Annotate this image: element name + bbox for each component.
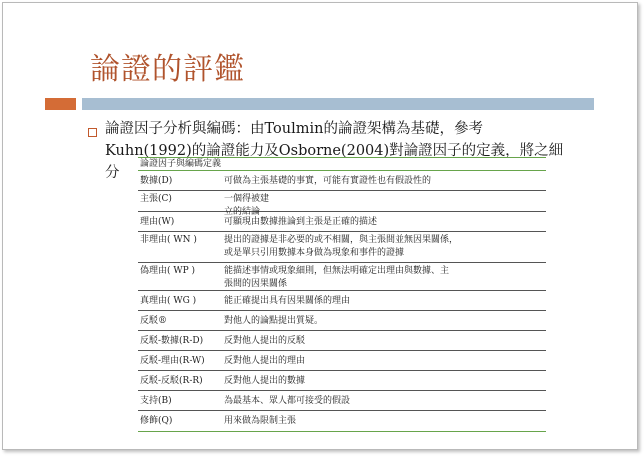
factor-definition <box>224 291 546 310</box>
table-row <box>138 291 546 311</box>
table-row <box>138 371 546 391</box>
definition-line: 提出的證據是非必要的或不相關，與主張間並無因果關係， <box>224 235 459 245</box>
accent-bar-blue <box>82 98 594 110</box>
factor-term: 數據(D) <box>140 176 173 186</box>
factor-term: 主張(C) <box>140 194 172 204</box>
definition-line: 立的結論 <box>224 207 261 217</box>
table-row <box>138 232 546 263</box>
table-row <box>138 411 546 431</box>
factor-term: 非理由( WN ) <box>140 235 197 245</box>
factor-definition <box>224 391 546 410</box>
slide-title: 論證的評鑑 <box>90 52 245 87</box>
definition-line: 對他人的論點提出質疑。 <box>224 316 324 326</box>
factor-definition <box>224 311 546 330</box>
factor-definition <box>224 351 546 370</box>
table-row <box>138 351 546 371</box>
definition-line: 張間的因果關係 <box>224 279 288 289</box>
factor-definition <box>224 371 546 390</box>
table-body <box>138 171 546 431</box>
definition-line: 反對他人提出的理由 <box>224 356 306 366</box>
accent-bar-orange <box>45 98 76 110</box>
table-row <box>138 391 546 411</box>
factor-term: 偽理由( WP ) <box>140 266 196 276</box>
factor-definition <box>224 171 546 190</box>
factor-definition <box>224 193 546 217</box>
factor-definition <box>224 234 546 262</box>
definition-line: 用來做為限制主張 <box>224 416 297 426</box>
table-row <box>138 331 546 351</box>
bullet-square-icon <box>88 128 97 137</box>
table-row <box>138 263 546 291</box>
definition-line: 反對他人提出的數據 <box>224 376 306 386</box>
factor-definition <box>224 331 546 350</box>
factor-table <box>138 157 546 432</box>
paragraph-line: Kuhn(1992)的論證能力及Osborne(2004)對論證因子的定義，將之細 <box>105 143 564 159</box>
factor-definition <box>224 212 546 231</box>
factor-term: 反駁-數據(R-D) <box>140 336 204 346</box>
definition-line: 反對他人提出的反駁 <box>224 336 306 346</box>
definition-line: 能描述事情或現象細則，但無法明確定出理由與數據、主 <box>224 266 450 276</box>
factor-term: 反駁-反駁(R-R) <box>140 376 203 386</box>
definition-line: 能正確提出具有因果關係的理由 <box>224 296 351 306</box>
paragraph-line: 論證因子分析與編碼：由Toulmin的論證架構為基礎，參考 <box>105 121 483 137</box>
factor-term: 反駁® <box>140 316 168 326</box>
factor-term: 真理由( WG ) <box>140 296 197 306</box>
paragraph-line: 分 <box>105 165 120 181</box>
factor-term: 支持(B) <box>140 396 172 406</box>
table-bottom-rule <box>138 431 546 432</box>
definition-line: 可做為主張基礎的事實，可能有實證性也有假設性的 <box>224 176 432 186</box>
table-row <box>138 171 546 191</box>
definition-line: 可顯現由數據推論到主張是正確的描述 <box>224 217 378 227</box>
table-row <box>138 191 546 217</box>
factor-definition <box>224 411 546 431</box>
table-caption: 論證因子與編碼定義 <box>138 158 546 171</box>
factor-term: 修飾(Q) <box>140 416 173 426</box>
factor-term: 反駁-理由(R-W) <box>140 356 205 366</box>
factor-definition <box>224 265 546 290</box>
table-row <box>138 212 546 232</box>
definition-line: 或是單只引用數據本身做為現象和事件的證據 <box>224 248 405 258</box>
table-row <box>138 311 546 331</box>
definition-line: 為最基本、眾人都可接受的假設 <box>224 396 351 406</box>
definition-line: 一個得被建 <box>224 194 270 204</box>
factor-term: 理由(W) <box>140 217 175 227</box>
